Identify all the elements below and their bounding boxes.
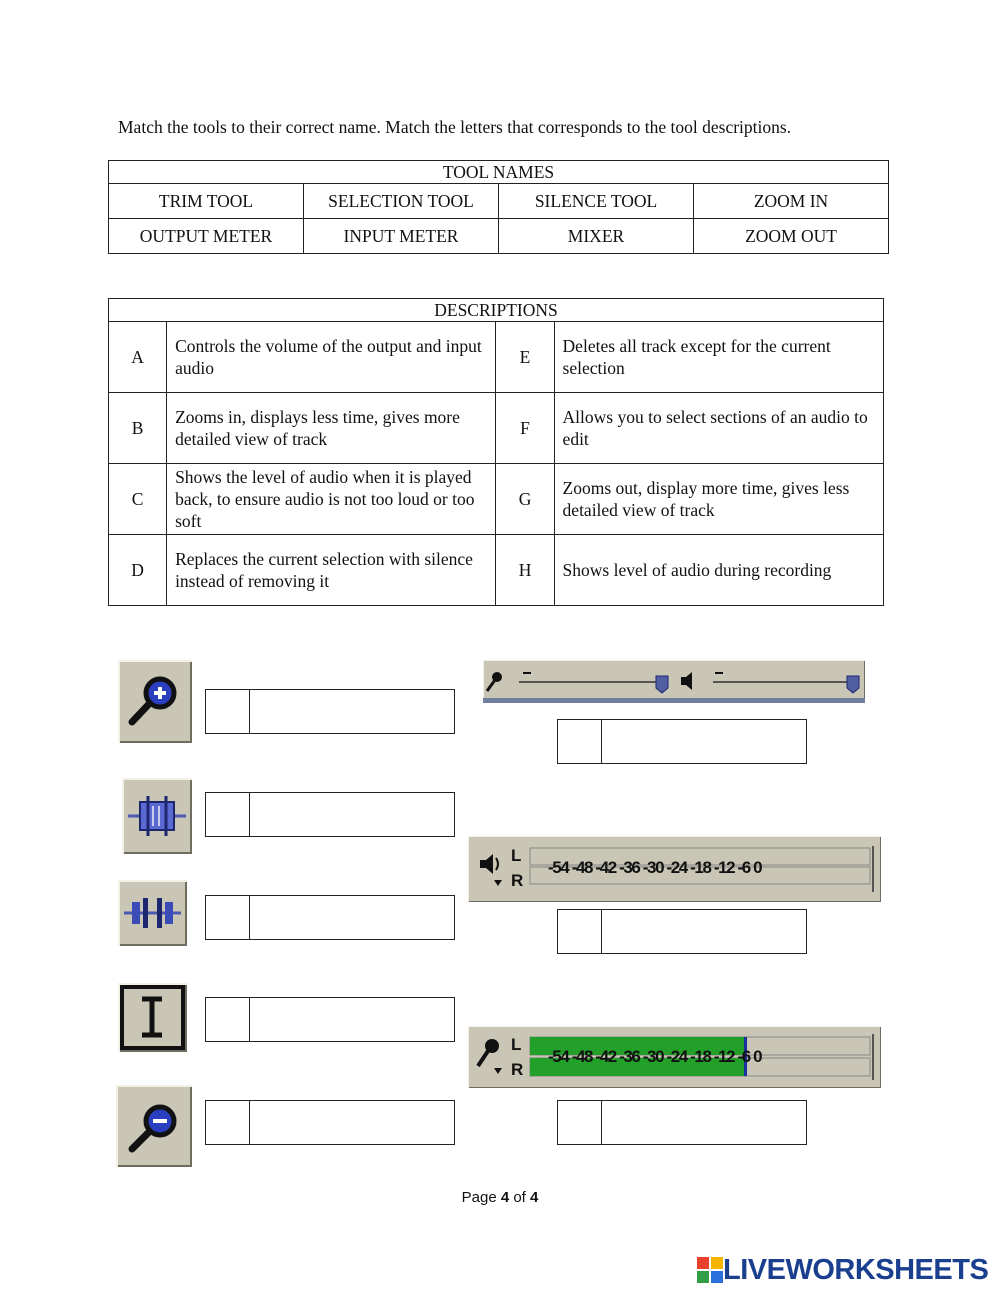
answer-name-input[interactable] (250, 998, 454, 1041)
answer-name-input[interactable] (250, 1101, 454, 1144)
tool-name-cell: TRIM TOOL (109, 184, 304, 219)
descriptions-header: DESCRIPTIONS (109, 299, 884, 322)
answer-box[interactable] (205, 792, 455, 837)
description-letter: G (496, 464, 554, 535)
tool-name-cell: OUTPUT METER (109, 219, 304, 254)
mixer-slider-thumb[interactable] (656, 676, 668, 693)
tool-name-cell: INPUT METER (304, 219, 499, 254)
description-text: Shows the level of audio when it is played back, to ensure audio is not too loud or too soft (167, 464, 496, 535)
answer-letter-input[interactable] (558, 1101, 602, 1144)
description-text: Shows level of audio during recording (554, 535, 883, 606)
selection-icon (118, 983, 187, 1052)
answer-letter-input[interactable] (206, 793, 250, 836)
tool-name-cell: MIXER (499, 219, 694, 254)
answer-letter-input[interactable] (206, 1101, 250, 1144)
tool-name-cell: ZOOM IN (694, 184, 889, 219)
mixer-slider-thumb[interactable] (847, 676, 859, 693)
zoom-out-icon (116, 1085, 192, 1167)
answer-name-input[interactable] (250, 690, 454, 733)
answer-box[interactable] (205, 1100, 455, 1145)
description-letter: H (496, 535, 554, 606)
description-text: Replaces the current selection with silence instead of removing it (167, 535, 496, 606)
answer-box[interactable] (557, 1100, 807, 1145)
answer-letter-input[interactable] (206, 998, 250, 1041)
answer-box[interactable] (205, 997, 455, 1042)
answer-letter-input[interactable] (206, 690, 250, 733)
channel-label-top: L (511, 1035, 520, 1054)
description-text: Zooms in, displays less time, gives more detailed view of track (167, 393, 496, 464)
page-current: 4 (500, 1189, 510, 1206)
speaker-icon (681, 672, 692, 690)
page-number (0, 1189, 1000, 1206)
tool-names-table (108, 160, 889, 254)
silence-icon (118, 880, 187, 946)
channel-label-bottom: R (511, 871, 522, 890)
description-text: Zooms out, display more time, gives less detailed view of track (554, 464, 883, 535)
answer-box[interactable] (205, 895, 455, 940)
page-total: 4 (530, 1189, 539, 1206)
description-text: Allows you to select sections of an audio to edit (554, 393, 883, 464)
brand-logo (697, 1252, 988, 1288)
description-letter: F (496, 393, 554, 464)
tool-names-header: TOOL NAMES (109, 161, 889, 184)
page-prefix: Page (461, 1189, 501, 1206)
answer-name-input[interactable] (602, 720, 806, 763)
answer-name-input[interactable] (602, 910, 806, 953)
brand-mark-icon (697, 1257, 723, 1283)
instructions-text: Match the tools to their correct name. Match the letters that corresponds to the tool descriptions. (118, 117, 792, 137)
description-text: Deletes all track except for the current selection (554, 322, 883, 393)
answer-box[interactable] (557, 909, 807, 954)
output-meter-toolbar (468, 836, 881, 902)
speaker-icon (480, 854, 493, 874)
description-letter: A (109, 322, 167, 393)
description-letter: E (496, 322, 554, 393)
answer-box[interactable] (557, 719, 807, 764)
answer-letter-input[interactable] (558, 720, 602, 763)
page-of: of (509, 1189, 531, 1206)
zoom-in-icon (118, 660, 192, 743)
tool-name-cell: SELECTION TOOL (304, 184, 499, 219)
tool-name-cell: ZOOM OUT (694, 219, 889, 254)
input-meter-toolbar (468, 1026, 881, 1088)
description-letter: B (109, 393, 167, 464)
descriptions-table (108, 298, 884, 606)
tool-name-cell: SILENCE TOOL (499, 184, 694, 219)
trim-icon (122, 778, 192, 854)
channel-label-bottom: R (511, 1060, 522, 1079)
description-letter: C (109, 464, 167, 535)
brand-name: LIVEWORKSHEETS (723, 1253, 989, 1286)
answer-name-input[interactable] (602, 1101, 806, 1144)
answer-box[interactable] (205, 689, 455, 734)
channel-label-top: L (511, 846, 520, 865)
description-text: Controls the volume of the output and input audio (167, 322, 496, 393)
input-meter-scale: -54 -48 -42 -36 -30 -24 -18 -12 -6 0 (548, 1047, 762, 1066)
answer-letter-input[interactable] (558, 910, 602, 953)
answer-letter-input[interactable] (206, 896, 250, 939)
answer-name-input[interactable] (250, 793, 454, 836)
output-meter-scale: -54 -48 -42 -36 -30 -24 -18 -12 -6 0 (548, 858, 762, 877)
answer-name-input[interactable] (250, 896, 454, 939)
description-letter: D (109, 535, 167, 606)
mixer-toolbar (483, 660, 865, 703)
